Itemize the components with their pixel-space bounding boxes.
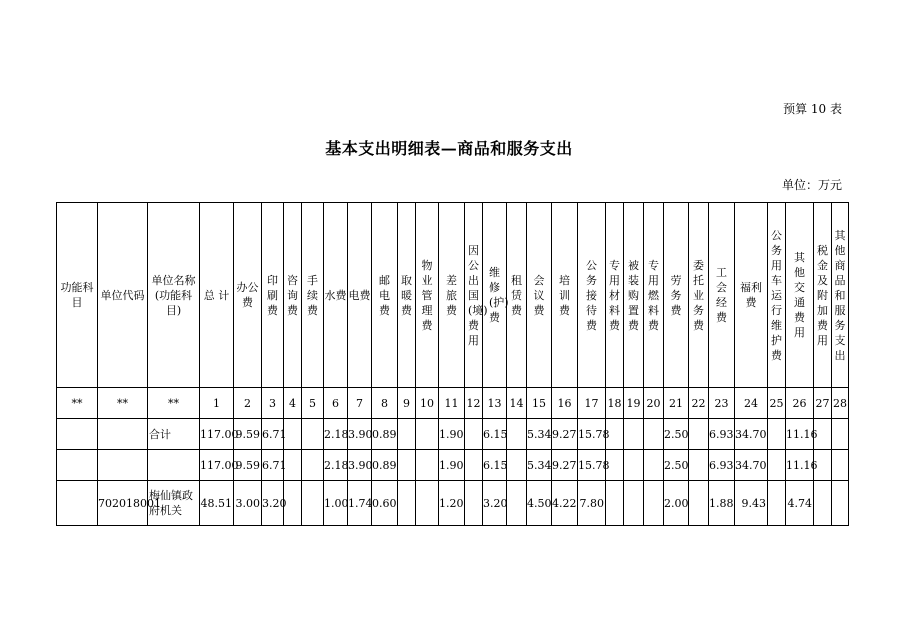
col-header-unit-name: 单位名称(功能科目) — [148, 203, 200, 388]
value-cell: 1.90 — [439, 450, 465, 481]
value-cell — [465, 481, 483, 526]
value-cell: 3.00 — [234, 481, 262, 526]
value-cell: 5.34 — [527, 419, 552, 450]
value-cell — [689, 419, 709, 450]
value-cell — [302, 450, 324, 481]
value-cell — [624, 419, 644, 450]
value-cell: 3.90 — [348, 419, 372, 450]
index-cell: 5 — [302, 388, 324, 419]
index-cell: 4 — [284, 388, 302, 419]
header-label: 公务接待费 — [586, 258, 597, 332]
index-cell: 26 — [786, 388, 814, 419]
header-label: 会议费 — [533, 273, 545, 317]
value-cell: 0.89 — [372, 450, 398, 481]
index-cell: 13 — [483, 388, 507, 419]
value-cell — [768, 419, 786, 450]
value-cell — [398, 481, 416, 526]
header-label: 税金及附加费用 — [817, 243, 828, 347]
col-header-printing-fee — [262, 203, 284, 388]
value-cell: 15.78 — [578, 450, 606, 481]
index-cell: 6 — [324, 388, 348, 419]
col-header-meeting-fee — [527, 203, 552, 388]
index-cell: 17 — [578, 388, 606, 419]
value-cell: 11.16 — [786, 419, 814, 450]
header-label: 因公出国(境)费用 — [468, 243, 488, 347]
index-cell: 19 — [624, 388, 644, 419]
index-cell: 3 — [262, 388, 284, 419]
col-header-property-fee — [416, 203, 439, 388]
index-cell: 24 — [735, 388, 768, 419]
col-header-consulting-fee — [284, 203, 302, 388]
table-row — [57, 419, 849, 450]
col-header-training-fee — [552, 203, 578, 388]
col-header-uniform-fee — [624, 203, 644, 388]
index-cell: 27 — [814, 388, 832, 419]
value-cell — [398, 450, 416, 481]
index-cell: 23 — [709, 388, 735, 419]
index-cell: 8 — [372, 388, 398, 419]
header-label: 公务用车运行维护费 — [771, 228, 782, 362]
header-label: 印刷费 — [267, 273, 278, 317]
value-cell — [832, 481, 849, 526]
col-header-repair-fee — [483, 203, 507, 388]
expense-detail-table — [56, 202, 849, 526]
value-cell: 0.60 — [372, 481, 398, 526]
index-cell: ** — [57, 388, 98, 419]
value-cell: 2.18 — [324, 419, 348, 450]
value-cell: 117.00 — [200, 419, 234, 450]
header-label: 邮电费 — [379, 273, 390, 317]
header-label: 手续费 — [307, 273, 318, 317]
col-header-fuel-fee — [644, 203, 664, 388]
value-cell: 34.70 — [735, 450, 768, 481]
col-header-func-subject: 功能科目 — [57, 203, 98, 388]
index-cell: 10 — [416, 388, 439, 419]
table-row — [57, 450, 849, 481]
value-cell: 6.15 — [483, 419, 507, 450]
value-cell: 1.20 — [439, 481, 465, 526]
value-cell: 3.90 — [348, 450, 372, 481]
index-cell: 15 — [527, 388, 552, 419]
col-header-welfare-fee: 福利费 — [735, 203, 768, 388]
header-label: 被装购置费 — [628, 258, 639, 332]
value-cell: 4.50 — [527, 481, 552, 526]
value-cell — [832, 450, 849, 481]
value-cell — [689, 450, 709, 481]
value-cell: 7.80 — [578, 481, 606, 526]
value-cell — [606, 481, 624, 526]
value-cell: 3.20 — [262, 481, 284, 526]
value-cell: 2.18 — [324, 450, 348, 481]
header-label: 咨询费 — [287, 273, 298, 317]
col-header-other-transport-fee — [786, 203, 814, 388]
value-cell — [507, 419, 527, 450]
page-title: 基本支出明细表—商品和服务支出 — [325, 139, 573, 158]
value-cell: 0.89 — [372, 419, 398, 450]
index-cell: 21 — [664, 388, 689, 419]
value-cell — [644, 450, 664, 481]
header-label: 工会经费 — [716, 266, 727, 324]
header-label: 培训费 — [559, 273, 570, 317]
form-number: 预算 10 表 — [783, 102, 842, 116]
value-cell: 4.74 — [786, 481, 814, 526]
value-cell — [507, 481, 527, 526]
value-cell: 4.22 — [552, 481, 578, 526]
value-cell — [644, 481, 664, 526]
value-cell — [465, 419, 483, 450]
header-label: 物业管理费 — [421, 258, 433, 332]
table-row — [57, 481, 849, 526]
col-header-office-fee: 办公费 — [234, 203, 262, 388]
value-cell: 1.00 — [324, 481, 348, 526]
unit-label: 单位：万元 — [781, 178, 842, 192]
col-header-heating-fee — [398, 203, 416, 388]
index-cell: 25 — [768, 388, 786, 419]
value-cell: 11.16 — [786, 450, 814, 481]
index-cell: 11 — [439, 388, 465, 419]
unit-name-cell: 合计 — [148, 419, 200, 450]
value-cell — [768, 450, 786, 481]
unit-code-cell — [98, 450, 148, 481]
value-cell — [832, 419, 849, 450]
index-row — [57, 388, 849, 419]
value-cell — [644, 419, 664, 450]
value-cell — [398, 419, 416, 450]
index-cell: 2 — [234, 388, 262, 419]
value-cell: 5.34 — [527, 450, 552, 481]
col-header-materials-fee — [606, 203, 624, 388]
col-header-total: 总 计 — [200, 203, 234, 388]
unit-name-cell — [148, 450, 200, 481]
value-cell — [416, 450, 439, 481]
header-label: 委托业务费 — [693, 258, 704, 332]
value-cell: 6.71 — [262, 450, 284, 481]
col-header-union-fee — [709, 203, 735, 388]
index-cell: 9 — [398, 388, 416, 419]
value-cell: 15.78 — [578, 419, 606, 450]
index-cell: 1 — [200, 388, 234, 419]
col-header-electricity-fee: 电费 — [348, 203, 372, 388]
header-label: 租赁费 — [511, 273, 522, 317]
header-label: 专用燃料费 — [648, 258, 659, 332]
value-cell: 6.71 — [262, 419, 284, 450]
value-cell: 9.59 — [234, 450, 262, 481]
index-cell: 18 — [606, 388, 624, 419]
index-cell: 14 — [507, 388, 527, 419]
col-header-travel-fee — [439, 203, 465, 388]
value-cell: 1.88 — [709, 481, 735, 526]
header-label: 专用材料费 — [609, 258, 620, 332]
col-header-labor-fee — [664, 203, 689, 388]
value-cell: 34.70 — [735, 419, 768, 450]
col-header-post-fee — [372, 203, 398, 388]
value-cell: 2.50 — [664, 419, 689, 450]
value-cell — [624, 450, 644, 481]
value-cell — [814, 481, 832, 526]
col-header-vehicle-fee — [768, 203, 786, 388]
index-cell: 12 — [465, 388, 483, 419]
col-header-other-expense — [832, 203, 849, 388]
value-cell — [768, 481, 786, 526]
value-cell: 2.00 — [664, 481, 689, 526]
unit-name-cell: 梅仙镇政府机关 — [148, 481, 200, 526]
col-header-tax-fee — [814, 203, 832, 388]
col-header-reception-fee — [578, 203, 606, 388]
header-label: 取暖费 — [401, 273, 412, 317]
value-cell: 6.15 — [483, 450, 507, 481]
value-cell: 48.51 — [200, 481, 234, 526]
value-cell: 6.93 — [709, 450, 735, 481]
value-cell — [507, 450, 527, 481]
col-header-rental-fee — [507, 203, 527, 388]
index-cell: 7 — [348, 388, 372, 419]
col-header-water-fee: 水费 — [324, 203, 348, 388]
value-cell — [689, 481, 709, 526]
func-subject-cell — [57, 450, 98, 481]
index-cell: 16 — [552, 388, 578, 419]
col-header-entrusted-fee — [689, 203, 709, 388]
col-header-handling-fee — [302, 203, 324, 388]
col-header-overseas-fee — [465, 203, 488, 388]
header-label: 其他商品和服务支出 — [834, 228, 846, 362]
index-cell: 20 — [644, 388, 664, 419]
col-header-unit-code: 单位代码 — [98, 203, 148, 388]
value-cell — [624, 481, 644, 526]
header-label: 维修(护)费 — [489, 266, 509, 324]
unit-code-cell — [98, 419, 148, 450]
value-cell: 117.00 — [200, 450, 234, 481]
value-cell — [416, 481, 439, 526]
value-cell: 3.20 — [483, 481, 507, 526]
index-cell: ** — [148, 388, 200, 419]
func-subject-cell — [57, 419, 98, 450]
value-cell: 9.43 — [735, 481, 768, 526]
value-cell — [416, 419, 439, 450]
value-cell: 2.50 — [664, 450, 689, 481]
func-subject-cell — [57, 481, 98, 526]
header-row — [57, 203, 849, 388]
value-cell: 1.74 — [348, 481, 372, 526]
value-cell — [465, 450, 483, 481]
value-cell: 1.90 — [439, 419, 465, 450]
index-cell: ** — [98, 388, 148, 419]
header-label: 劳务费 — [670, 273, 682, 317]
unit-code-cell: 702018001 — [98, 481, 148, 526]
header-label: 差旅费 — [446, 273, 457, 317]
index-cell: 28 — [832, 388, 849, 419]
value-cell: 9.27 — [552, 419, 578, 450]
index-cell: 22 — [689, 388, 709, 419]
value-cell — [302, 481, 324, 526]
value-cell: 9.59 — [234, 419, 262, 450]
header-label: 其他交通费用 — [794, 251, 805, 339]
value-cell: 6.93 — [709, 419, 735, 450]
value-cell: 9.27 — [552, 450, 578, 481]
value-cell — [302, 419, 324, 450]
